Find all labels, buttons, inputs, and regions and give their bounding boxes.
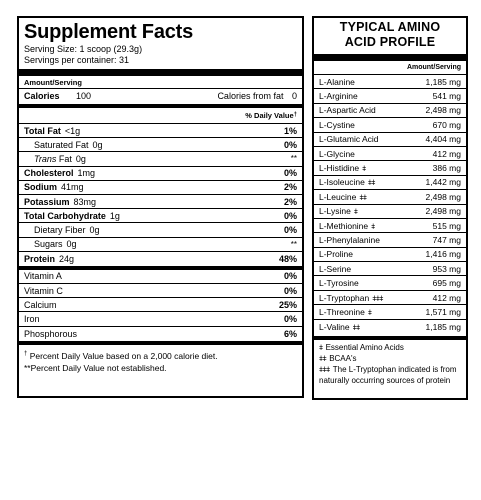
legend-item: [319, 365, 461, 386]
daily-value-header: [24, 108, 297, 123]
amino-mark: ǂǂ: [367, 180, 376, 188]
nutrient-amount: 0g: [66, 239, 77, 250]
vitamin-list: [24, 270, 297, 341]
amino-amount-header: Amount/Serving: [406, 64, 461, 71]
vitamin-row-iron: [19, 312, 302, 326]
amino-mark: ǂǂ: [352, 324, 360, 332]
amino-row: [314, 276, 466, 290]
amino-row: [314, 320, 466, 334]
vitamin-dv: 25%: [278, 299, 297, 310]
nutrient-dv: 2%: [283, 182, 297, 193]
amino-row: [314, 291, 466, 305]
amino-amount: 695 mg: [432, 278, 461, 289]
amino-acid-profile-panel: [312, 16, 468, 400]
nutrient-dv: 2%: [283, 196, 297, 207]
amino-amount: 1,185 mg: [425, 76, 461, 87]
vitamin-dv: 6%: [283, 328, 297, 339]
amino-row: [314, 248, 466, 262]
vitamin-label: Phosphorous: [24, 328, 78, 339]
nutrient-dv: 0%: [283, 210, 297, 221]
footnote-mark: †: [24, 350, 28, 357]
calories-from-fat-value: 0: [291, 91, 297, 101]
vitamin-label: Vitamin A: [24, 271, 62, 282]
amino-amount: 1,185 mg: [425, 321, 461, 332]
amino-row: [314, 233, 466, 247]
amino-row: [314, 118, 466, 132]
nutrient-label-suffix: Fat: [56, 153, 72, 164]
amino-amount: 1,416 mg: [425, 249, 461, 260]
amino-name: L-Lysine: [319, 206, 351, 217]
amino-mark: ǂ: [362, 166, 366, 174]
amino-name: L-Serine: [319, 263, 352, 274]
vitamin-dv: 0%: [283, 314, 297, 325]
nutrient-dv: **: [290, 239, 297, 249]
nutrient-row-potassium: [19, 195, 302, 209]
nutrient-amount: 0g: [89, 224, 100, 235]
nutrient-row-protein: [19, 252, 302, 266]
amino-amount: 412 mg: [432, 292, 461, 303]
amino-amount: 541 mg: [432, 91, 461, 102]
amino-row: [314, 89, 466, 103]
vitamin-row-phosphorous: [19, 327, 302, 341]
amino-amount: 2,498 mg: [425, 206, 461, 217]
nutrient-amount: 41mg: [61, 182, 84, 193]
nutrient-label: Dietary Fiber: [34, 224, 86, 235]
nutrient-row-cholesterol: [19, 167, 302, 181]
nutrient-label: Protein: [24, 253, 56, 264]
amino-name: L-Proline: [319, 249, 354, 260]
amino-amount: 515 mg: [432, 220, 461, 231]
amino-row: [314, 305, 466, 319]
nutrient-list: [24, 124, 297, 266]
amino-amount: 2,498 mg: [425, 191, 461, 202]
amino-row: [314, 75, 466, 89]
amino-name: L-Leucine: [319, 191, 357, 202]
nutrient-amount: <1g: [64, 125, 81, 136]
nutrient-row-trans-fat: [19, 152, 302, 166]
nutrient-row-dietary-fiber: [19, 223, 302, 237]
vitamin-dv: 0%: [283, 271, 297, 282]
vitamin-label: Calcium: [24, 299, 57, 310]
nutrient-dv: **: [290, 154, 297, 164]
nutrient-row-saturated-fat: [19, 138, 302, 152]
nutrient-label: Sodium: [24, 182, 57, 193]
amino-row: [314, 262, 466, 276]
amino-name: L-Tyrosine: [319, 278, 359, 289]
amino-amount: 670 mg: [432, 119, 461, 130]
nutrient-row-sodium: [19, 181, 302, 195]
amino-row: [314, 147, 466, 161]
amino-mark: ǂǂ: [359, 194, 367, 202]
amino-row: [314, 104, 466, 118]
amino-name: L-Isoleucine: [319, 177, 365, 188]
nutrient-dv: 1%: [283, 125, 297, 136]
amino-mark: ǂ: [367, 309, 372, 317]
amino-profile-title-line2: ACID PROFILE: [344, 35, 436, 49]
amino-row: [314, 190, 466, 204]
amino-name: L-Phenylalanine: [319, 234, 380, 245]
amino-row: [314, 219, 466, 233]
amino-amount: 1,442 mg: [425, 177, 461, 188]
amino-name: L-Cystine: [319, 119, 355, 130]
amino-amount: 953 mg: [432, 263, 461, 274]
vitamin-row-calcium: [19, 298, 302, 312]
nutrient-dv: 0%: [283, 224, 297, 235]
vitamin-label: Vitamin C: [24, 285, 63, 296]
amino-name: L-Histidine: [319, 163, 360, 174]
amino-amount: 412 mg: [432, 148, 461, 159]
calories-from-fat-label: Calories from fat: [217, 91, 284, 101]
thick-divider: [314, 54, 466, 61]
nutrient-amount: 1mg: [77, 168, 96, 179]
calories-from-fat-group: [217, 90, 297, 103]
amino-profile-title-line1: TYPICAL AMINO: [339, 20, 441, 34]
nutrient-dv: 0%: [283, 139, 297, 150]
vitamin-dv: 0%: [283, 285, 297, 296]
nutrient-amount: 24g: [59, 253, 75, 264]
daily-value-header-text: % Daily Value: [245, 111, 294, 120]
legend-mark: ǂ: [319, 345, 323, 353]
amino-name: L-Glutamic Acid: [319, 134, 379, 145]
nutrient-row-total-fat: [19, 124, 302, 138]
amino-amount: 4,404 mg: [425, 134, 461, 145]
servings-per-container: Servings per container: 31: [24, 55, 130, 65]
footnote-text: Percent Daily Value based on a 2,000 calorie diet.: [27, 350, 218, 361]
legend-text: BCAA's: [329, 354, 357, 364]
supplement-facts-panel: [17, 16, 304, 398]
legend-mark: ǂǂǂ: [319, 367, 330, 375]
nutrient-label: Total Fat: [24, 125, 61, 136]
amino-mark: ǂ: [371, 223, 375, 231]
vitamin-row-vitamin-c: [19, 284, 302, 298]
amino-legend: [319, 340, 461, 386]
amino-amount: 747 mg: [432, 234, 461, 245]
nutrient-label-italic: Trans: [34, 153, 57, 164]
nutrient-label: Potassium: [24, 196, 70, 207]
footnotes: [24, 345, 297, 374]
nutrient-dv: 48%: [278, 253, 297, 264]
amino-amount: 2,498 mg: [425, 105, 461, 116]
daily-value-mark: †: [293, 112, 297, 118]
vitamin-row-vitamin-a: [19, 270, 302, 284]
nutrient-label: Sugars: [34, 239, 63, 250]
nutrient-row-sugars: [19, 238, 302, 252]
amino-amount: 1,571 mg: [425, 306, 461, 317]
amino-profile-title: [319, 20, 461, 50]
amino-mark: ǂ: [353, 209, 358, 217]
legend-item: [319, 343, 461, 354]
amino-name: L-Arginine: [319, 91, 358, 102]
calories-group: [24, 90, 91, 103]
nutrient-label: Cholesterol: [24, 168, 74, 179]
nutrient-amount: 1g: [109, 210, 120, 221]
amino-row: [314, 133, 466, 147]
nutrient-amount: 0g: [92, 139, 103, 150]
nutrient-amount: 83mg: [73, 196, 97, 207]
serving-size: Serving Size: 1 scoop (29.3g): [24, 44, 143, 54]
calories-row: [24, 89, 297, 104]
amino-row: [314, 205, 466, 219]
supplement-facts-title: Supplement Facts: [24, 21, 194, 43]
footnote-not-established: **Percent Daily Value not established.: [24, 362, 167, 373]
amino-name: L-Tryptophan: [319, 292, 370, 303]
nutrient-label: Total Carbohydrate: [24, 210, 106, 221]
nutrient-amount: 0g: [75, 153, 86, 164]
amino-name: L-Alanine: [319, 76, 355, 87]
legend-text: Essential Amino Acids: [325, 343, 404, 353]
calories-label: Calories: [24, 91, 60, 101]
legend-item: [319, 354, 461, 365]
amino-name: L-Methionine: [319, 220, 369, 231]
thick-divider: [19, 69, 302, 76]
nutrient-dv: 0%: [283, 168, 297, 179]
amino-row: [314, 176, 466, 190]
amino-row: [314, 161, 466, 175]
amount-per-serving-header: Amount/Serving: [24, 78, 82, 87]
amino-mark: ǂǂǂ: [372, 295, 384, 303]
legend-text: The L-Tryptophan indicated is from naturally occurring sources of protein: [319, 365, 457, 386]
amino-name: L-Glycine: [319, 148, 355, 159]
nutrient-row-total-carbohydrate: [19, 209, 302, 223]
amino-name: L-Aspartic Acid: [319, 105, 376, 116]
vitamin-label: Iron: [24, 314, 40, 325]
amino-amount: 386 mg: [432, 163, 461, 174]
nutrient-label: Saturated Fat: [34, 139, 89, 150]
amino-name: L-Valine: [319, 321, 350, 332]
calories-value: 100: [76, 91, 92, 101]
legend-mark: ǂǂ: [319, 356, 327, 364]
amino-acid-list: [319, 75, 461, 334]
footnote-daily-value: [24, 348, 297, 362]
amino-name: L-Threonine: [319, 306, 365, 317]
